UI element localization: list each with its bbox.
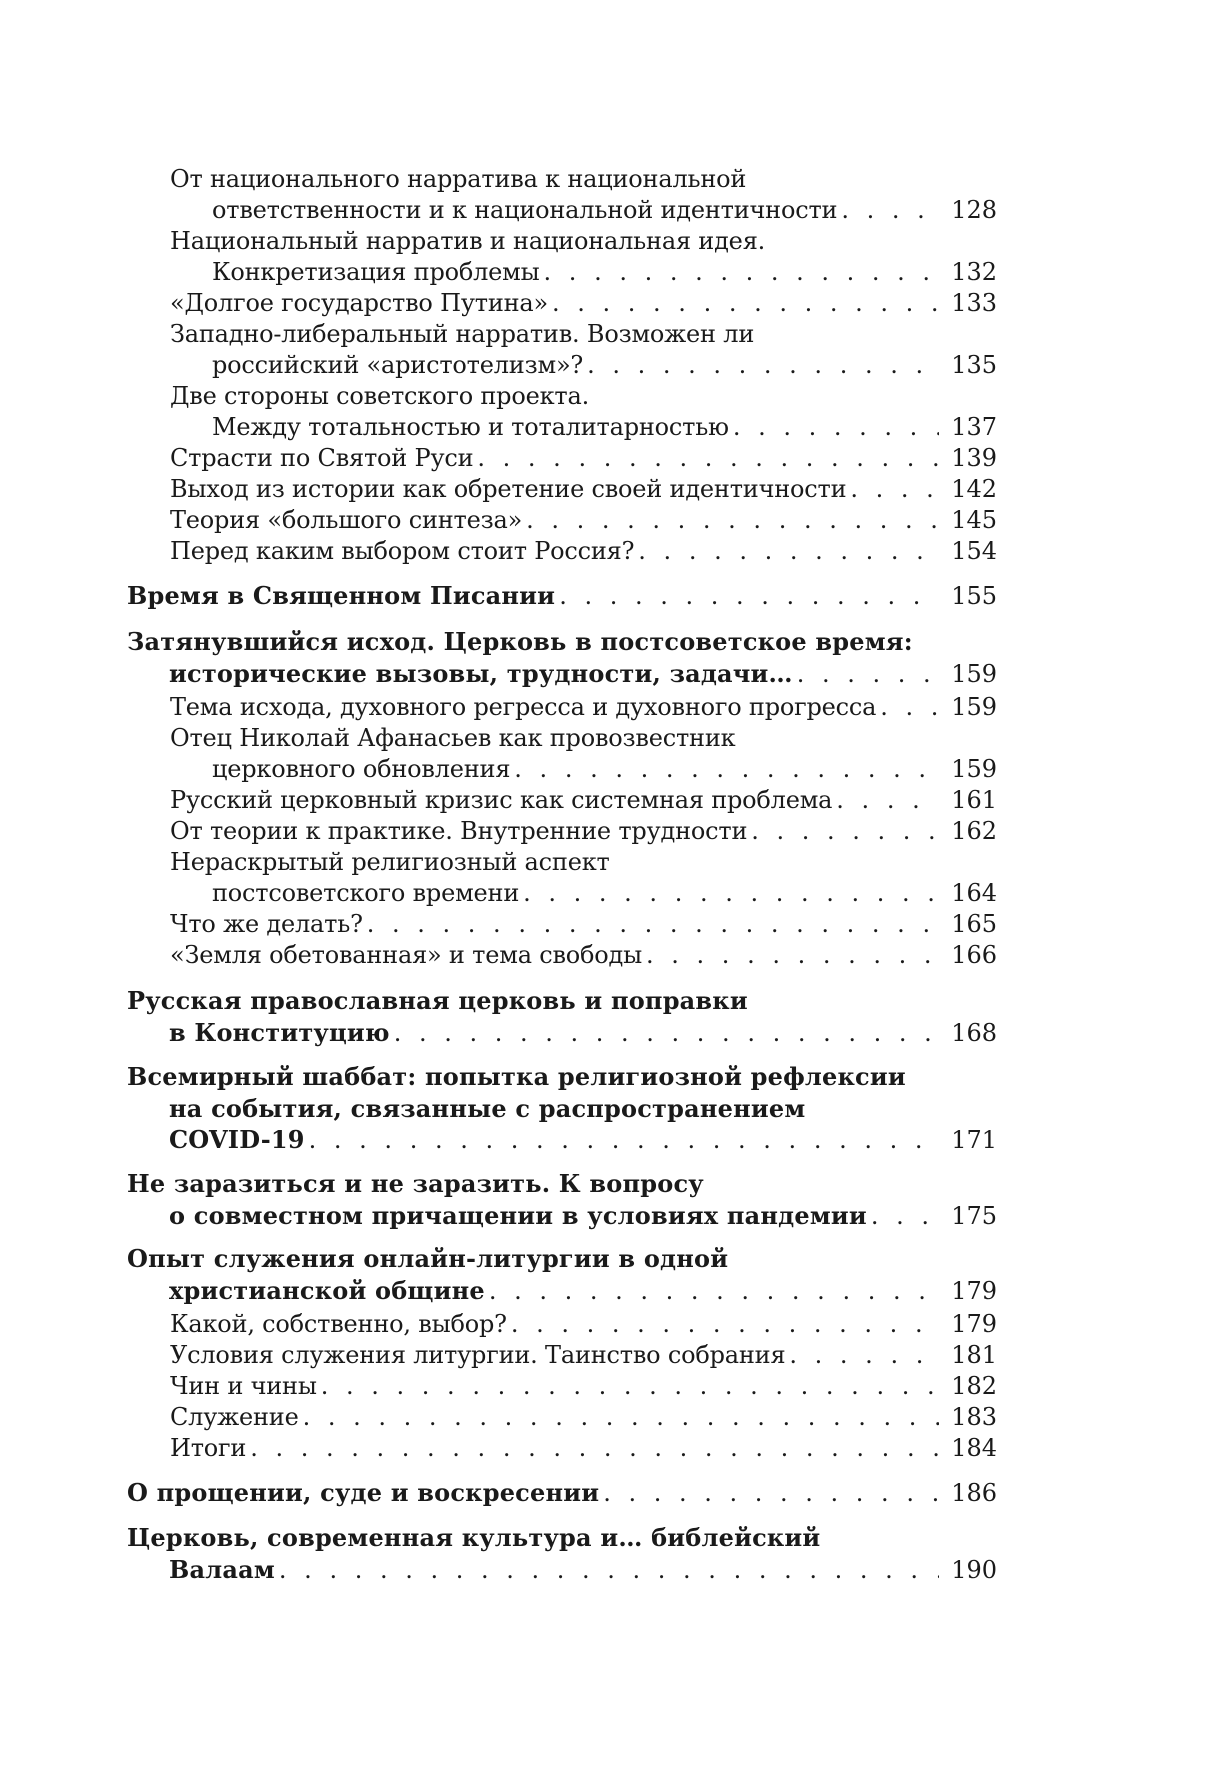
dot-leader (797, 659, 939, 691)
toc-entry (127, 1340, 997, 1371)
dot-leader (514, 754, 939, 785)
toc-chapter (127, 1061, 997, 1156)
dot-leader (638, 536, 939, 567)
page-number: 142 (951, 475, 997, 503)
toc-entry (127, 816, 997, 847)
dot-leader (250, 1433, 939, 1464)
page-number: 175 (951, 1201, 997, 1230)
toc-entry-title: Какой, собственно, выбор? (170, 1310, 507, 1338)
toc-entry (127, 847, 997, 909)
toc-entry-title: От теории к практике. Внутренние трудности (170, 817, 748, 845)
dot-leader (850, 474, 939, 505)
toc-chapter-title: О прощении, суде и воскресении (127, 1478, 600, 1507)
toc-chapter-title: Затянувшийся исход. Церковь в постсоветское время: (127, 627, 913, 656)
page-number: 179 (951, 1310, 997, 1338)
toc-entry (127, 226, 997, 288)
toc-entry-title: Условия служения литургии. Таинство собрания (170, 1341, 786, 1369)
toc-entry (127, 536, 997, 567)
toc-chapter-title-cont: COVID-19 (169, 1125, 305, 1154)
toc-entry (127, 1402, 997, 1433)
toc-entry (127, 909, 997, 940)
toc-chapter (127, 1168, 997, 1231)
toc-chapter-title: Русская православная церковь и поправки (127, 986, 748, 1015)
toc-entry (127, 940, 997, 971)
toc-chapter (127, 985, 997, 1048)
page-number: 154 (951, 537, 997, 565)
page-number: 190 (951, 1555, 997, 1584)
toc-chapter (127, 626, 997, 689)
toc-entry (127, 443, 997, 474)
toc-entry (127, 1309, 997, 1340)
toc-entry-title: Русский церковный кризис как системная проблема (170, 786, 833, 814)
dot-leader (871, 1201, 939, 1233)
toc-chapter-title: Не заразиться и не заразить. К вопросу (127, 1169, 704, 1198)
page-number: 182 (951, 1372, 997, 1400)
page-number: 133 (951, 289, 997, 317)
toc-entry (127, 723, 997, 785)
page-number: 137 (951, 413, 997, 441)
dot-leader (733, 412, 939, 443)
page-number: 165 (951, 910, 997, 938)
dot-leader (603, 1478, 939, 1510)
dot-leader (309, 1125, 939, 1157)
toc-chapter-title: Церковь, современная культура и… библейский (127, 1523, 821, 1552)
toc-entry-title-cont: Конкретизация проблемы (212, 258, 540, 286)
toc-entry-title: Выход из истории как обретение своей идентичности (170, 475, 847, 503)
toc-entry (127, 505, 997, 536)
page-number: 168 (951, 1018, 997, 1047)
toc-entry-title: Тема исхода, духовного регресса и духовного прогресса (170, 693, 877, 721)
dot-leader (321, 1371, 939, 1402)
page-number: 159 (951, 659, 997, 688)
page-number: 128 (951, 196, 997, 224)
page-number: 171 (951, 1126, 997, 1154)
dot-leader (836, 785, 939, 816)
page-number: 186 (951, 1479, 997, 1507)
dot-leader (646, 940, 939, 971)
toc-chapter (127, 1477, 997, 1509)
toc-entry (127, 1371, 997, 1402)
toc-chapter-title-cont: в Конституцию (169, 1017, 390, 1047)
dot-leader (880, 692, 939, 723)
page-number: 162 (951, 817, 997, 845)
page-number: 184 (951, 1434, 997, 1462)
page-number: 166 (951, 941, 997, 969)
page-number: 132 (951, 258, 997, 286)
toc-entry-title: Что же делать? (170, 910, 363, 938)
toc-entry-title-cont: Между тотальностью и тоталитарностью (212, 413, 729, 441)
toc-entry-title-cont: ответственности и к национальной идентичности (212, 196, 838, 224)
toc-entry-title: Итоги (170, 1434, 247, 1462)
page-number: 164 (951, 879, 997, 907)
toc-entry (127, 1433, 997, 1464)
toc-chapter-title-cont: исторические вызовы, трудности, задачи… (169, 658, 793, 688)
page-number: 139 (951, 444, 997, 472)
toc-chapter (127, 1243, 997, 1306)
toc-chapter-title: Опыт служения онлайн-литургии в одной (127, 1244, 729, 1273)
page-number: 181 (951, 1341, 997, 1369)
dot-leader (552, 288, 939, 319)
page-number: 155 (951, 582, 997, 610)
toc-entry (127, 319, 997, 381)
toc-entry-title: Западно-либеральный нарратив. Возможен ли (170, 320, 755, 348)
dot-leader (559, 581, 939, 613)
toc-chapter-title-cont: о совместном причащении в условиях пандемии (169, 1200, 867, 1230)
page-number: 159 (951, 693, 997, 721)
toc-entry-title: Нераскрытый религиозный аспект (170, 848, 610, 876)
dot-leader (526, 505, 939, 536)
dot-leader (477, 443, 939, 474)
toc-entry-title: Национальный нарратив и национальная идея. (170, 227, 766, 255)
toc-chapter (127, 1522, 997, 1585)
toc-entry (127, 474, 997, 505)
toc-entry-title: Страсти по Святой Руси (170, 444, 474, 472)
toc-entry-title: Служение (170, 1403, 299, 1431)
toc-entry (127, 692, 997, 723)
toc-entry-title: Перед каким выбором стоит Россия? (170, 537, 635, 565)
toc-entry-title: «Земля обетованная» и тема свободы (170, 941, 643, 969)
toc-entry-title: Отец Николай Афанасьев как провозвестник (170, 724, 736, 752)
toc-chapter-title-cont: Валаам (169, 1554, 275, 1584)
toc-entry (127, 288, 997, 319)
toc-entry-title: Чин и чины (170, 1372, 317, 1400)
toc-entry-title: От национального нарратива к национальной (170, 165, 747, 193)
toc-entry-title: Две стороны советского проекта. (170, 382, 590, 410)
dot-leader (544, 257, 939, 288)
toc-chapter-title: Время в Священном Писании (127, 581, 556, 610)
dot-leader (789, 1340, 939, 1371)
page-number: 179 (951, 1276, 997, 1305)
toc-chapter (127, 580, 997, 612)
dot-leader (523, 878, 939, 909)
dot-leader (587, 350, 939, 381)
toc-chapter-title-cont: на события, связанные с распространением (169, 1093, 806, 1123)
page-number: 183 (951, 1403, 997, 1431)
dot-leader (489, 1276, 939, 1308)
toc-entry (127, 785, 997, 816)
dot-leader (303, 1402, 939, 1433)
toc-entry-title: Теория «большого синтеза» (170, 506, 523, 534)
dot-leader (394, 1018, 939, 1050)
dot-leader (751, 816, 939, 847)
page-number: 161 (951, 786, 997, 814)
toc-entry-title: «Долгое государство Путина» (170, 289, 549, 317)
dot-leader (511, 1309, 939, 1340)
toc-entry (127, 381, 997, 443)
dot-leader (841, 195, 939, 226)
toc-chapter-title: Всемирный шаббат: попытка религиозной рефлексии (127, 1062, 906, 1091)
toc-entry-title-cont: постсоветского времени (212, 879, 520, 907)
dot-leader (279, 1555, 939, 1587)
toc-entry-title-cont: российский «аристотелизм»? (212, 351, 584, 379)
page-number: 159 (951, 755, 997, 783)
page-number: 145 (951, 506, 997, 534)
toc-chapter-title-cont: христианской общине (169, 1275, 485, 1305)
page-number: 135 (951, 351, 997, 379)
toc-entry-title-cont: церковного обновления (212, 755, 511, 783)
toc-entry (127, 164, 997, 226)
dot-leader (367, 909, 939, 940)
